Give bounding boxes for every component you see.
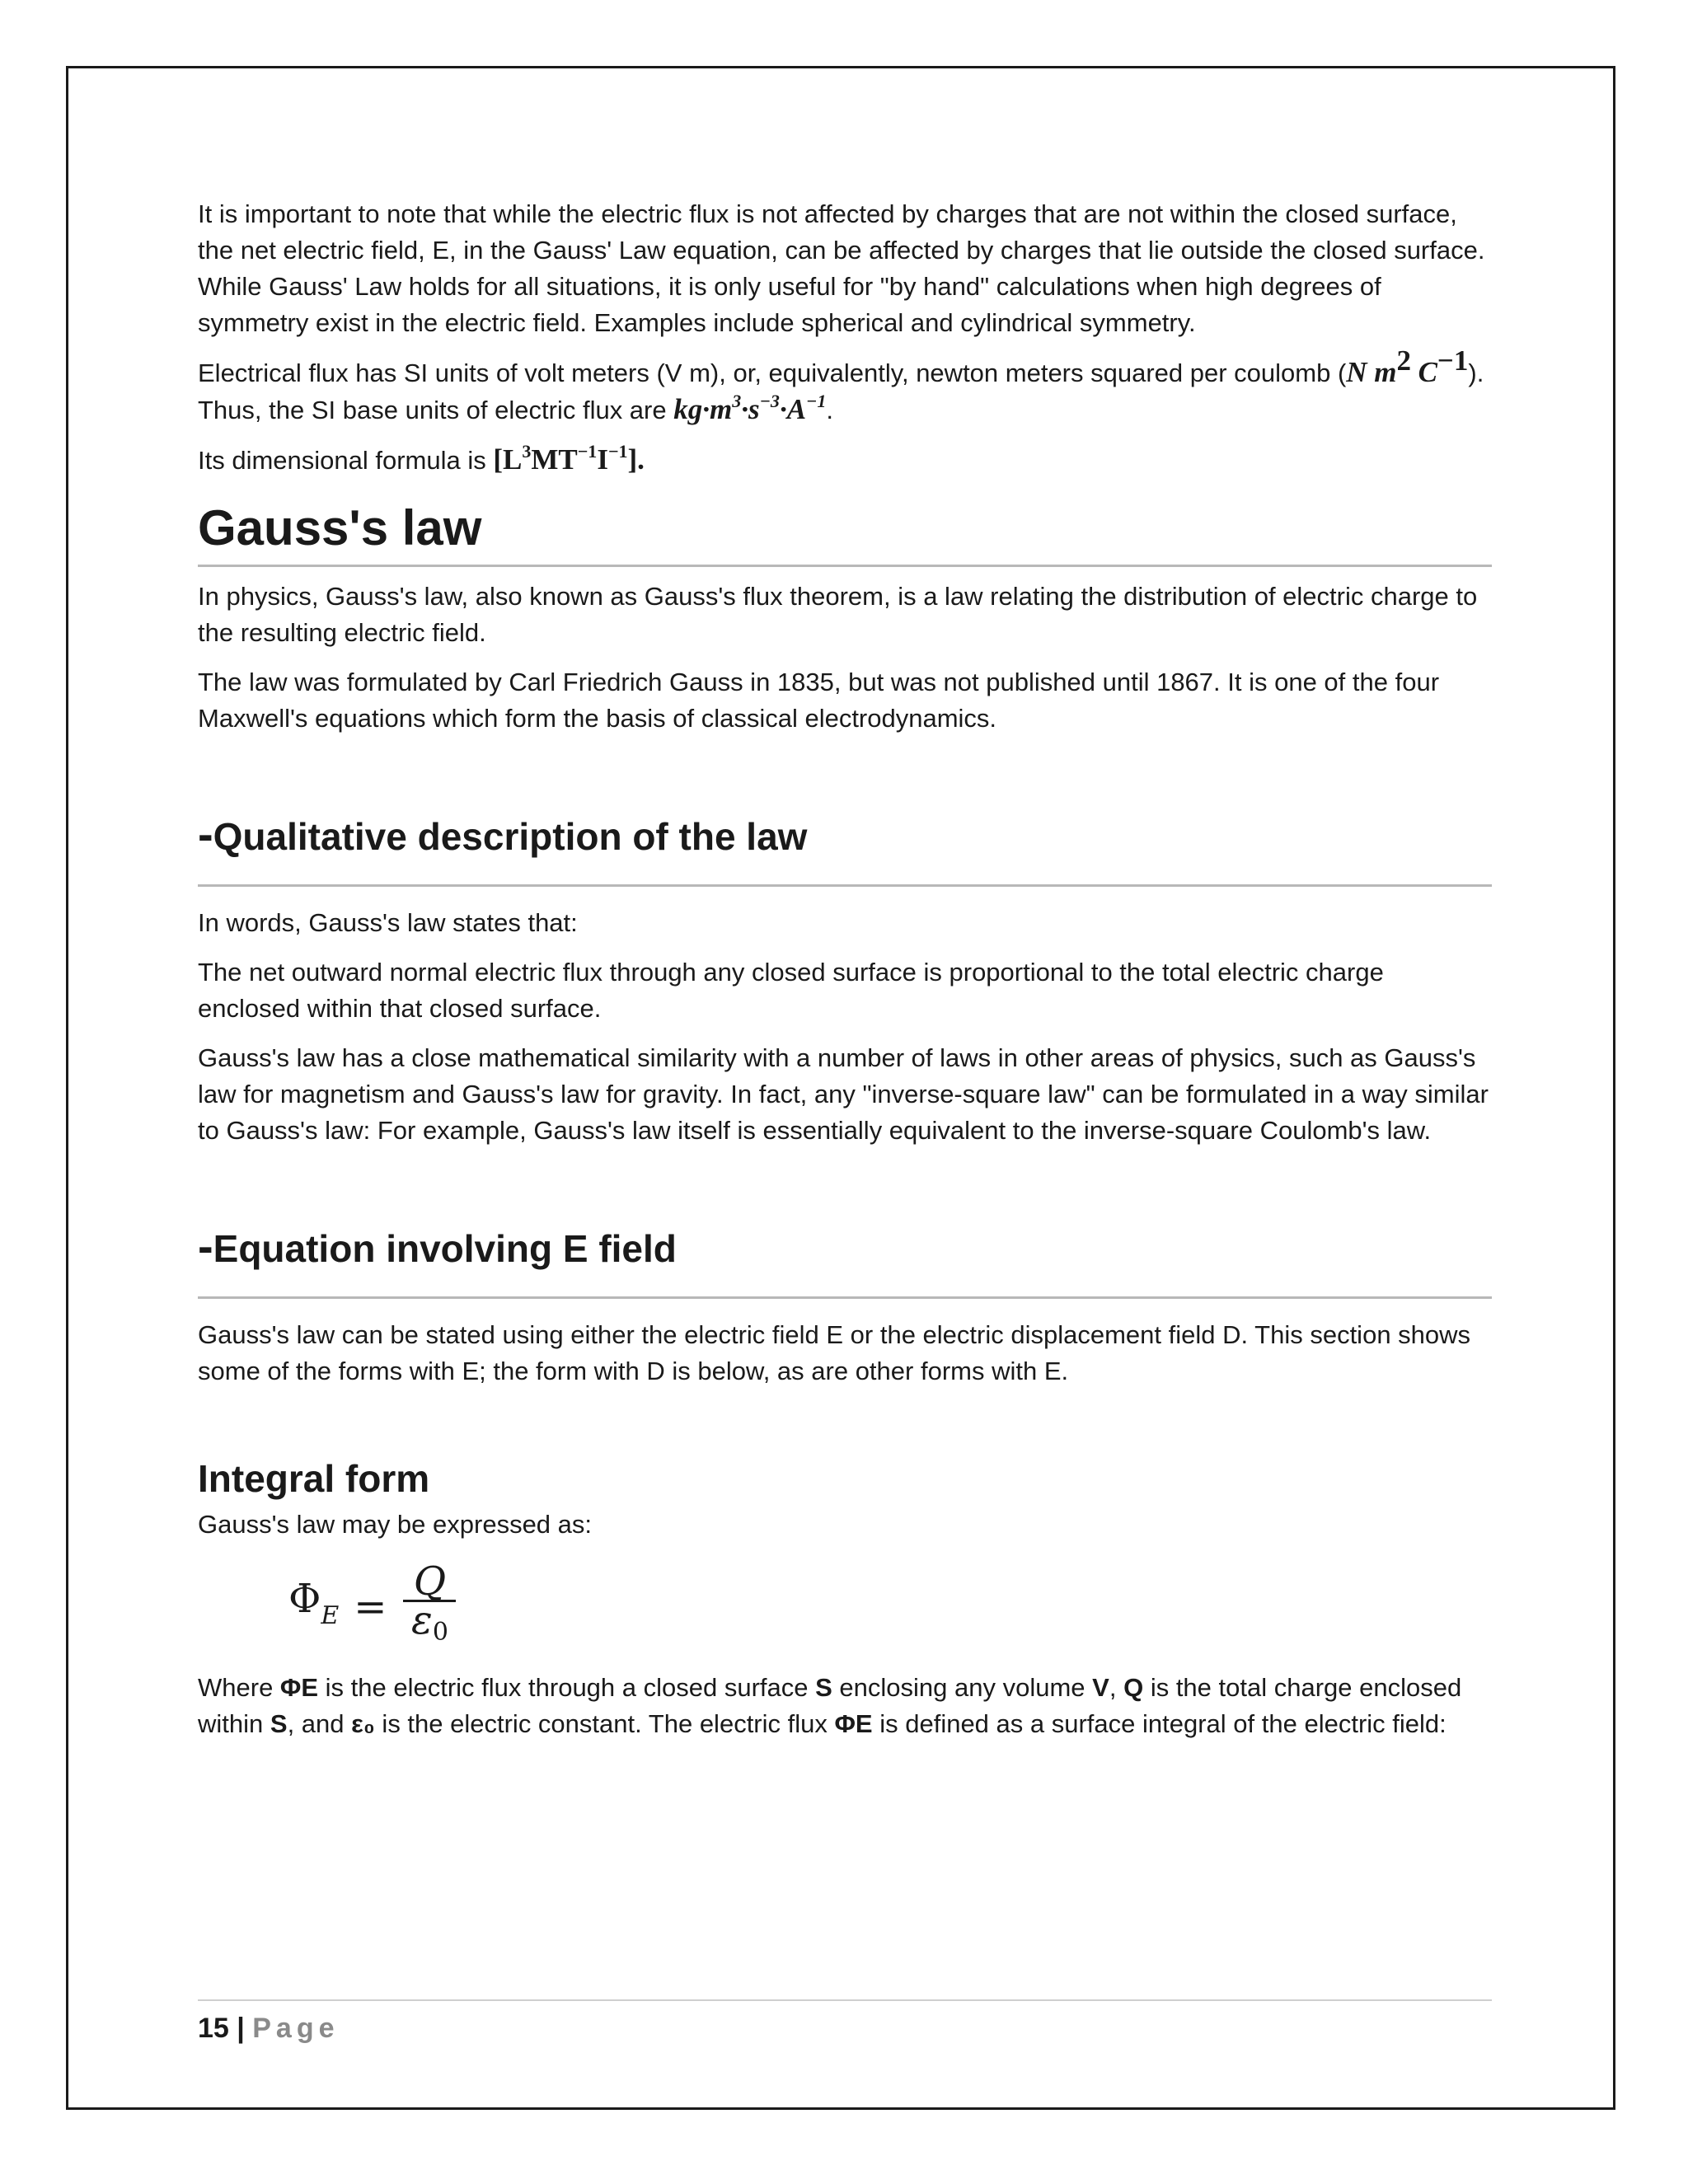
equation-heading: -Equation involving E field — [198, 1223, 1492, 1299]
qualitative-paragraph-2: The net outward normal electric flux through any closed surface is proportional to the total electric charge enclosed within that closed surface. — [198, 958, 1384, 1023]
gauss-law-paragraph-1: In physics, Gauss's law, also known as Gauss's flux theorem, is a law relating the distribution of electric charge to the resulting electric field. — [198, 582, 1478, 647]
integral-form-where-paragraph: Where ΦE is the electric flux through a closed surface S enclosing any volume V, Q is the total charge enclosed within S, and ε₀ is the electric constant. The electric flux ΦE is defined as a surface integral of the electric field: — [198, 1673, 1462, 1738]
integral-form-paragraph-1: Gauss's law may be expressed as: — [198, 1510, 593, 1539]
equation-equals: = — [354, 1584, 387, 1630]
equation-numerator: Q — [413, 1558, 447, 1605]
qualitative-paragraph-3: Gauss's law has a close mathematical similarity with a number of laws in other areas of physics, such as Gauss's law for magnetism and Gauss's law for gravity. In fact, any "inverse-square law" can be formulated in a way similar to Gauss's law: For example, Gauss's law itself is essentially equivalent to the inverse-square Coulomb's law. — [198, 1043, 1489, 1145]
intro-paragraph-2: Electrical flux has SI units of volt meters (V m), or, equivalently, newton meters squared per coulomb (N $m^2$ $C^{-1}$). Thus, the SI base units of electric flux are $kg\cdot m^3\cdot s^{-3}\cdot A^{-1}$. — [198, 344, 1484, 425]
unit-m: m — [1374, 356, 1397, 388]
unit-n: N — [1346, 356, 1367, 388]
intro-paragraph-1: It is important to note that while the electric flux is not affected by charges that are not within the closed surface, the net electric field, E, in the Gauss' Law equation, can be affected by charges that lie outside the closed surface. While Gauss' Law holds for all situations, it is only useful for "by hand" calculations when high degrees of symmetry exist in the electric field. Examples include spherical and cylindrical symmetry. — [198, 199, 1485, 337]
qualitative-heading: -Qualitative description of the law — [198, 811, 1492, 887]
dimensional-formula: $[L^3MT^{-1}I^{-1}]$. — [493, 441, 645, 476]
equation-lhs: $\Phi_E$ — [288, 1575, 340, 1630]
unit-c: C — [1418, 356, 1437, 388]
document-body — [198, 196, 1492, 1755]
gauss-law-heading: Gauss's law — [198, 499, 1492, 567]
equation-fraction — [403, 1558, 456, 1651]
equation-paragraph-1: Gauss's law can be stated using either the electric field E or the electric displacement field D. This section shows some of the forms with E; the form with D is below, as are other forms with E. — [198, 1320, 1471, 1385]
integral-form-heading: Integral form — [198, 1457, 430, 1500]
gauss-law-paragraph-2: The law was formulated by Carl Friedrich Gauss in 1835, but was not published until 1867. It is one of the four Maxwell's equations which form the basis of classical electrodynamics. — [198, 668, 1440, 733]
intro-paragraph-3: Its dimensional formula is $[L^3MT^{-1}I^{-1}]$. — [198, 441, 645, 476]
si-base-units: $kg\cdot m^3\cdot s^{-3}\cdot A^{-1}$ — [673, 391, 827, 425]
footer-separator: | — [237, 2013, 245, 2044]
page-footer — [198, 1999, 1492, 2045]
equation-denominator: ε0 — [411, 1597, 448, 1647]
page-label: Page — [252, 2013, 340, 2044]
page-number: 15 — [198, 2013, 229, 2044]
qualitative-paragraph-1: In words, Gauss's law states that: — [198, 908, 578, 937]
gauss-law-equation — [288, 1558, 1492, 1657]
